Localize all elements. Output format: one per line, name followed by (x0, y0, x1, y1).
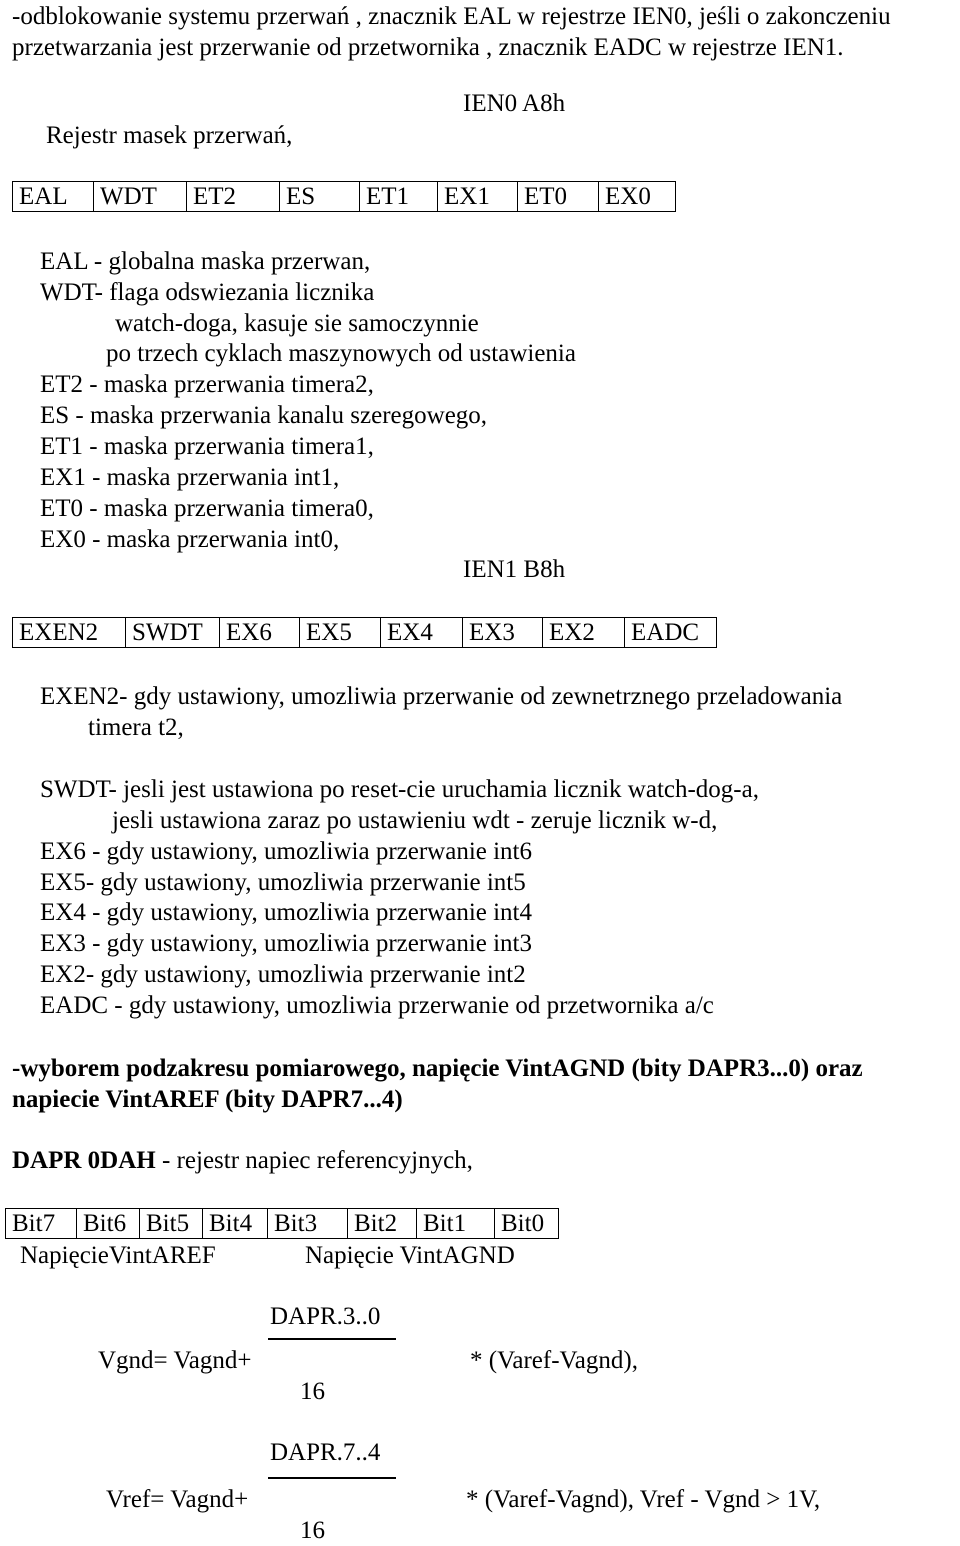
ien0-desc-line: ET1 - maska przerwania timera1, (40, 433, 374, 460)
ien0-register-name: IEN0 A8h (463, 90, 566, 117)
formula1-denominator: 16 (300, 1378, 325, 1405)
dapr-bit-cell: Bit0 (495, 1209, 559, 1239)
ien0-bit-row (13, 182, 676, 212)
ien0-desc-line: EX0 - maska przerwania int0, (40, 526, 340, 553)
ien1-bit-cell: EXEN2 (13, 618, 126, 648)
ien0-desc-line: ET2 - maska przerwania timera2, (40, 371, 374, 398)
ien1-bit-row (13, 618, 717, 648)
dapr-label-low: Napięcie VintAGND (305, 1242, 515, 1269)
dapr-bit-cell: Bit7 (6, 1209, 77, 1239)
ien1-bit-cell: EX4 (381, 618, 463, 648)
formula2-fraction-bar (268, 1477, 396, 1479)
ien1-desc-line: EX4 - gdy ustawiony, umozliwia przerwanie int4 (40, 899, 533, 926)
ien1-desc-line: EADC - gdy ustawiony, umozliwia przerwanie od przetwornika a/c (40, 992, 714, 1019)
ien1-bit-cell: SWDT (126, 618, 220, 648)
ien0-bit-cell: ES (280, 182, 360, 212)
ien1-desc-line: EX2- gdy ustawiony, umozliwia przerwanie int2 (40, 961, 526, 988)
ien0-desc-line: WDT- flaga odswiezania licznika (40, 279, 375, 306)
intro-line-2: przetwarzania jest przerwanie od przetwornika , znacznik EADC w rejestrze IEN1. (12, 34, 844, 61)
ien1-desc-line: EX3 - gdy ustawiony, umozliwia przerwanie int3 (40, 930, 533, 957)
ien0-desc-line: watch-doga, kasuje sie samoczynnie (115, 310, 479, 337)
ien0-bit-table (12, 181, 676, 212)
dapr-bit-cell: Bit6 (77, 1209, 140, 1239)
ien0-desc-line: po trzech cyklach maszynowych od ustawienia (106, 340, 576, 367)
dapr-label-high: NapięcieVintAREF (20, 1242, 216, 1269)
ien1-desc-line: SWDT- jesli jest ustawiona po reset-cie uruchamia licznik watch-dog-a, (40, 776, 759, 803)
formula1-numerator: DAPR.3..0 (270, 1303, 381, 1330)
ien0-bit-cell: EX0 (599, 182, 676, 212)
ien1-bit-cell: EADC (625, 618, 717, 648)
dapr-bit-cell: Bit2 (348, 1209, 417, 1239)
section2-line-2: napiecie VintAREF (bity DAPR7...4) (12, 1086, 403, 1113)
ien1-bit-cell: EX5 (300, 618, 381, 648)
ien0-desc-line: ES - maska przerwania kanalu szeregowego, (40, 402, 488, 429)
dapr-register-name: DAPR 0DAH (12, 1147, 156, 1174)
ien1-bit-cell: EX2 (543, 618, 625, 648)
formula1-lhs: Vgnd= Vagnd+ (98, 1347, 252, 1374)
dapr-caption: - rejestr napiec referencyjnych, (155, 1147, 473, 1174)
dapr-bit-cell: Bit5 (140, 1209, 203, 1239)
ien1-bit-cell: EX3 (463, 618, 543, 648)
ien0-bit-cell: EAL (13, 182, 94, 212)
formula1-fraction-bar (268, 1338, 396, 1340)
ien0-bit-cell: ET2 (187, 182, 280, 212)
ien1-register-name: IEN1 B8h (463, 556, 566, 583)
ien0-bit-cell: ET0 (518, 182, 599, 212)
ien1-desc-line: EX5- gdy ustawiony, umozliwia przerwanie int5 (40, 869, 526, 896)
formula1-rhs: * (Varef-Vagnd), (470, 1347, 638, 1374)
section2-line-1: -wyborem podzakresu pomiarowego, napięcie VintAGND (bity DAPR3...0) oraz (12, 1055, 863, 1082)
formula2-rhs: * (Varef-Vagnd), Vref - Vgnd > 1V, (466, 1486, 821, 1513)
intro-line-1: -odblokowanie systemu przerwań , znacznik EAL w rejestrze IEN0, jeśli o zakonczeniu (12, 3, 891, 30)
ien0-desc-line: EX1 - maska przerwania int1, (40, 464, 340, 491)
dapr-bit-table (5, 1208, 559, 1239)
ien0-bit-cell: ET1 (360, 182, 438, 212)
ien0-desc-line: ET0 - maska przerwania timera0, (40, 495, 374, 522)
ien1-desc-line: EX6 - gdy ustawiony, umozliwia przerwanie int6 (40, 838, 533, 865)
ien1-bit-table (12, 617, 717, 648)
ien0-bit-cell: EX1 (438, 182, 518, 212)
ien1-bit-cell: EX6 (220, 618, 300, 648)
formula2-numerator: DAPR.7..4 (270, 1439, 381, 1466)
ien1-desc-line: jesli ustawiona zaraz po ustawieniu wdt - zeruje licznik w-d, (112, 807, 718, 834)
ien0-caption: Rejestr masek przerwań, (46, 122, 293, 149)
ien0-desc-line: EAL - globalna maska przerwan, (40, 248, 371, 275)
ien1-desc-line: EXEN2- gdy ustawiony, umozliwia przerwanie od zewnetrznego przeladowania (40, 683, 843, 710)
dapr-bit-cell: Bit1 (417, 1209, 495, 1239)
formula2-denominator: 16 (300, 1517, 325, 1544)
dapr-bit-row (6, 1209, 559, 1239)
ien0-bit-cell: WDT (94, 182, 187, 212)
dapr-heading (12, 1146, 473, 1176)
formula2-lhs: Vref= Vagnd+ (106, 1486, 249, 1513)
dapr-bit-cell: Bit4 (203, 1209, 268, 1239)
ien1-desc-line: timera t2, (88, 714, 184, 741)
dapr-bit-cell: Bit3 (268, 1209, 348, 1239)
